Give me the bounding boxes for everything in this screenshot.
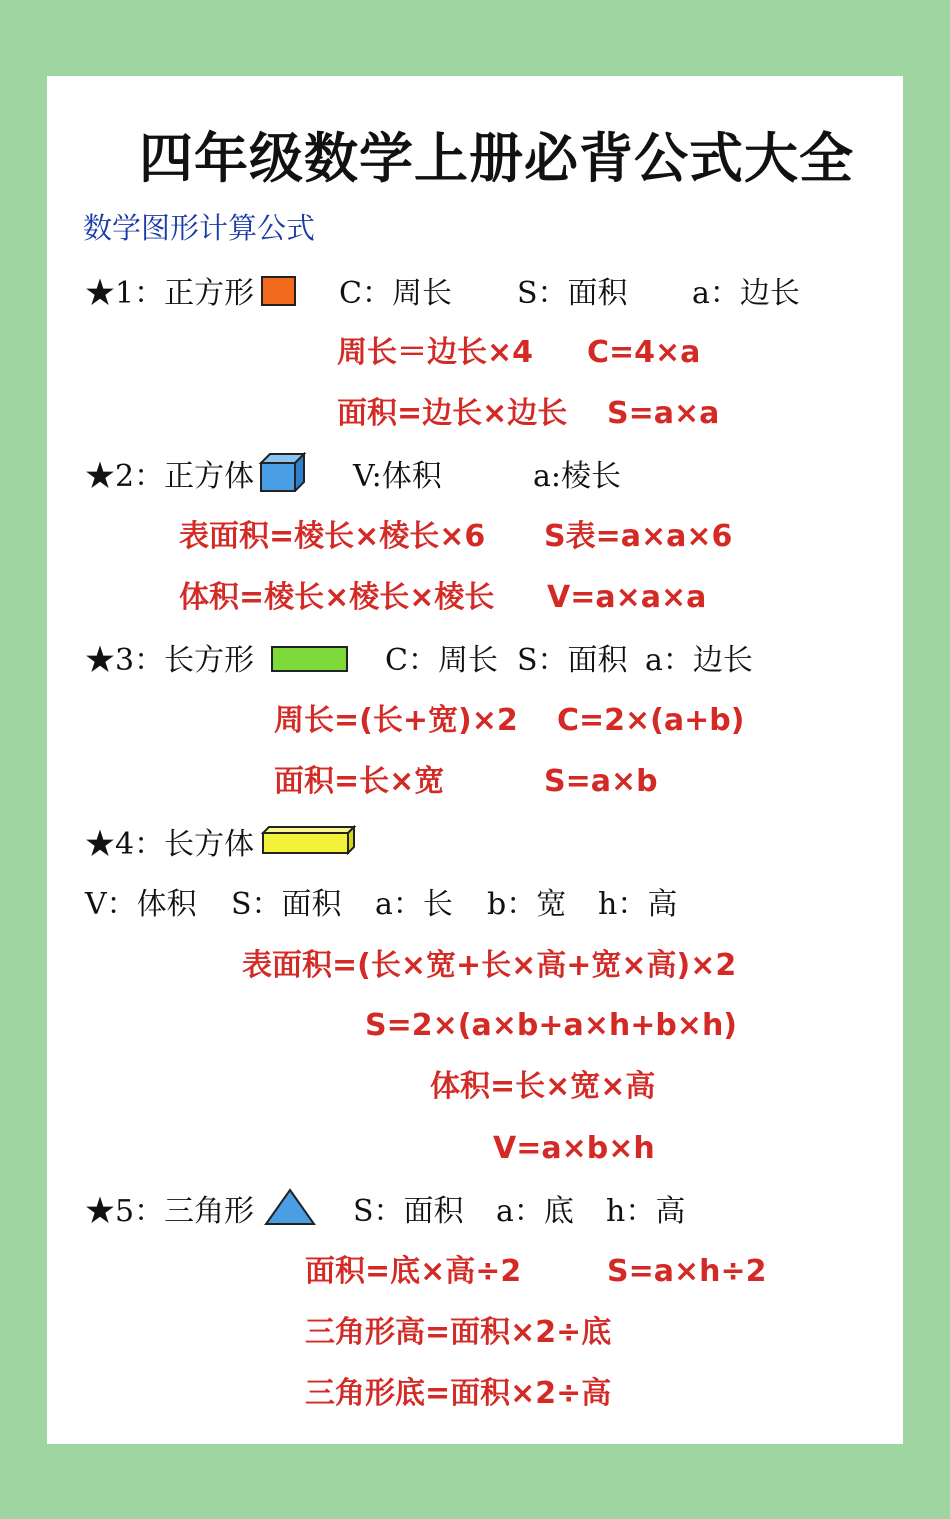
square-area-symbolic: S=a×a (607, 396, 720, 431)
cuboid-surface-symbolic: S=2×(a×b+a×h+b×h) (365, 1008, 738, 1043)
orange-square-icon (261, 276, 296, 306)
green-rectangle-icon (271, 646, 348, 672)
page-title: 四年级数学上册必背公式大全 (139, 126, 854, 190)
triangle-height-formula: 三角形高=面积×2÷底 (305, 1315, 612, 1350)
blue-triangle-icon (263, 1187, 317, 1227)
blue-cube-icon (259, 452, 307, 492)
section-subtitle: 数学图形计算公式 (83, 211, 316, 245)
cube-var-volume: V:体积 (353, 459, 442, 494)
cube-heading: ★2：正方体 (85, 459, 255, 494)
square-area-formula: 面积=边长×边长 (337, 396, 568, 431)
cuboid-var-width: b：宽 (487, 887, 567, 922)
cuboid-var-length: a：长 (375, 887, 453, 922)
triangle-var-base: a：底 (496, 1194, 574, 1229)
triangle-var-height: h：高 (606, 1194, 686, 1229)
cube-surface-symbolic: S表=a×a×6 (544, 519, 733, 554)
rectangle-var-side: a：边长 (645, 643, 753, 678)
cube-volume-symbolic: V=a×a×a (547, 580, 707, 615)
cube-volume-formula: 体积=棱长×棱长×棱长 (179, 580, 495, 615)
triangle-area-symbolic: S=a×h÷2 (607, 1254, 767, 1289)
cuboid-var-height: h：高 (598, 887, 678, 922)
cuboid-heading: ★4：长方体 (85, 827, 255, 862)
triangle-var-area: S：面积 (353, 1194, 464, 1229)
rectangle-var-area: S：面积 (517, 643, 628, 678)
square-var-side: a：边长 (692, 276, 800, 311)
cuboid-surface-formula: 表面积=(长×宽+长×高+宽×高)×2 (242, 948, 737, 983)
cuboid-volume-symbolic: V=a×b×h (493, 1131, 655, 1166)
rectangle-heading: ★3：长方形 (85, 643, 255, 678)
cuboid-var-area: S：面积 (231, 887, 342, 922)
triangle-base-formula: 三角形底=面积×2÷高 (305, 1376, 612, 1411)
square-perimeter-symbolic: C=4×a (587, 335, 701, 370)
cuboid-var-volume: V：体积 (85, 887, 197, 922)
cube-surface-formula: 表面积=棱长×棱长×6 (179, 519, 486, 554)
square-heading: ★1：正方形 (85, 276, 255, 311)
square-var-area: S：面积 (517, 276, 628, 311)
rectangle-perimeter-symbolic: C=2×(a+b) (557, 703, 745, 738)
cuboid-volume-formula: 体积=长×宽×高 (430, 1069, 656, 1104)
cube-var-edge: a:棱长 (533, 459, 621, 494)
rectangle-var-perimeter: C：周长 (385, 643, 498, 678)
yellow-cuboid-icon (261, 825, 357, 855)
rectangle-area-symbolic: S=a×b (544, 764, 658, 799)
rectangle-area-formula: 面积=长×宽 (274, 764, 445, 799)
rectangle-perimeter-formula: 周长=(长+宽)×2 (274, 703, 518, 738)
triangle-area-formula: 面积=底×高÷2 (305, 1254, 522, 1289)
square-var-perimeter: C：周长 (339, 276, 452, 311)
formula-sheet (47, 76, 903, 1444)
square-perimeter-formula: 周长＝边长×4 (337, 335, 534, 370)
triangle-heading: ★5：三角形 (85, 1194, 255, 1229)
